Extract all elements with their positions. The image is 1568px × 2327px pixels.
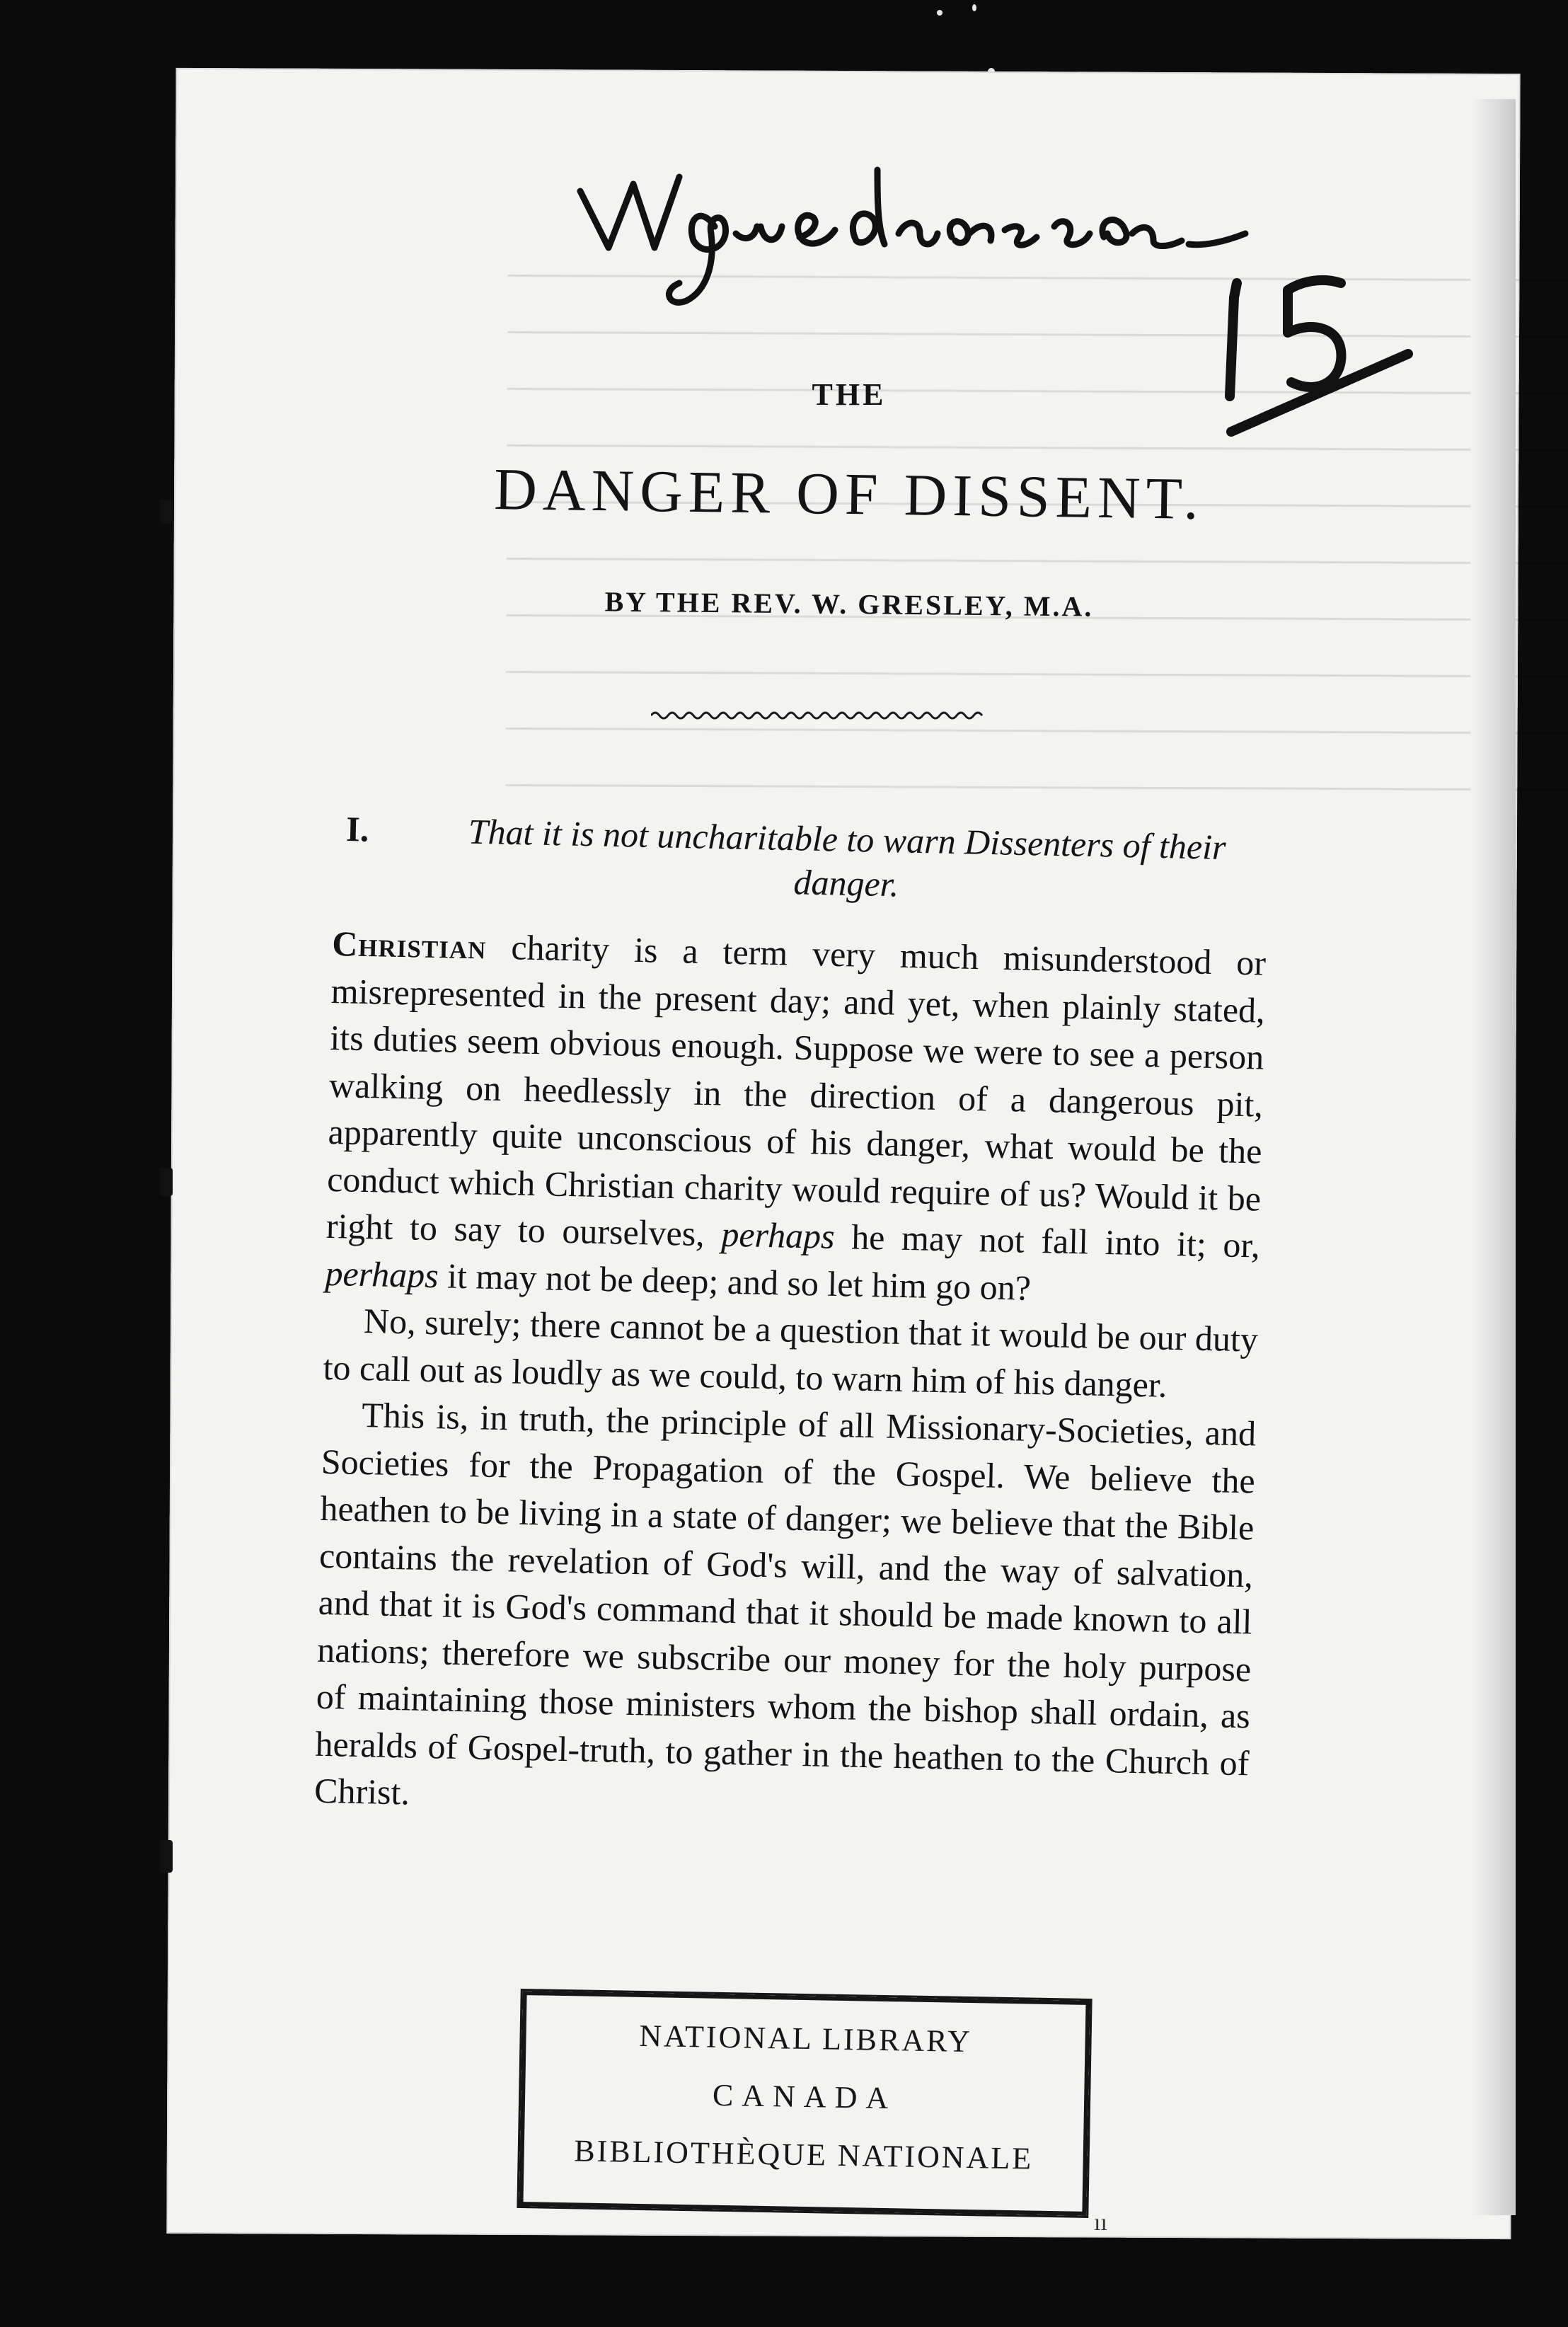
film-speck	[972, 4, 976, 11]
emphasis: perhaps	[324, 1253, 439, 1295]
section-number: I.	[345, 808, 369, 849]
handwritten-folio-number	[1203, 255, 1415, 467]
paragraph-text: charity is a term very much misunderstood or misrepresented in the present day; and yet, when plainly stated, its duties seem obvious enough. Suppose we were to see a person walking on heedlessly in the direction of a dangerous pit, apparently quite unconscious of his danger, what would be the conduct which Christian charity would require of us? Would it be right to say to ourselves,	[325, 926, 1267, 1254]
body-text	[314, 920, 1267, 1834]
paragraph-text: it may not be deep; and so let him go on?	[438, 1255, 1032, 1308]
paragraph-3: This is, in truth, the principle of all Missionary-Societies, and Societies for the Propagation of the Gospel. We believe the heathen to be living in a state of danger; we believe that the Bible contains the revelation of God's will, and the way of salvation, and that it is God's command that it should be made known to all nations; therefore we subscribe our money for the holy purpose of maintaining those ministers whom the bishop shall ordain, as heralds of Gospel-truth, to gather in the heathen to the Church of Christ.	[313, 1395, 1257, 1812]
page-edge-shadow	[1470, 99, 1516, 2215]
author-byline: BY THE REV. W. GRESLEY, M.A.	[604, 585, 1094, 623]
library-stamp	[519, 1991, 1090, 2216]
bleed-through-line	[506, 728, 1568, 735]
section-title: That it is not uncharitable to warn Dissenters of their danger.	[468, 811, 1227, 904]
decorative-rule	[651, 705, 984, 726]
handwritten-signature	[566, 142, 1259, 311]
bottom-marks: ıı	[1094, 2210, 1107, 2236]
bleed-through-line	[506, 671, 1568, 678]
binding-mark	[160, 1840, 173, 1873]
paragraph-text: he may not fall into it; or,	[834, 1216, 1261, 1265]
paragraph-lead-word: Christian	[331, 923, 488, 967]
paragraph-1	[325, 920, 1267, 1316]
binding-mark	[160, 500, 173, 524]
title-kicker: THE	[812, 377, 887, 412]
stamp-line-library: NATIONAL LIBRARY	[638, 2018, 973, 2059]
bleed-through-line	[505, 784, 1568, 791]
stamp-line-bibliotheque: BIBLIOTHÈQUE NATIONALE	[573, 2133, 1034, 2176]
paragraph-2: No, surely; there cannot be a question that it would be our duty to call out as loudly as we could, to warn him of his danger.	[323, 1301, 1259, 1405]
film-speck	[937, 10, 942, 16]
binding-mark	[160, 1168, 173, 1196]
bleed-through-line	[507, 558, 1568, 565]
page-title: DANGER OF DISSENT.	[493, 456, 1205, 533]
stamp-line-country: CANADA	[712, 2077, 897, 2116]
emphasis: perhaps	[720, 1214, 836, 1256]
